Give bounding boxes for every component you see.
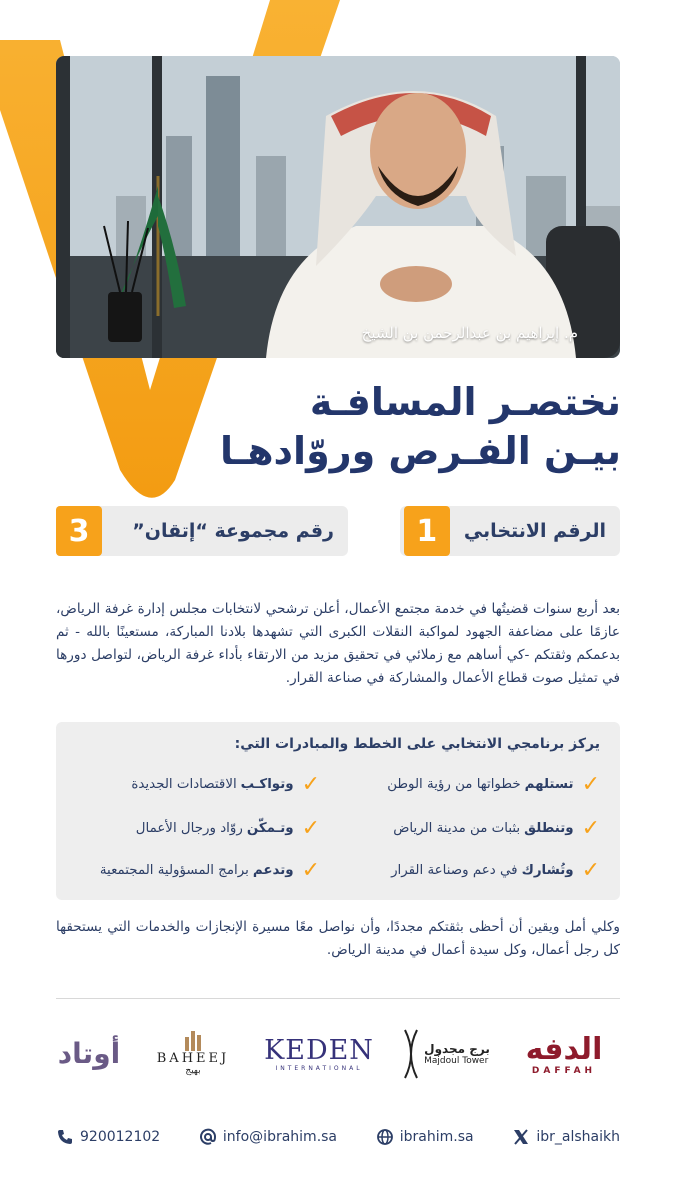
group-number-label: رقم مجموعة “إتقان” [132, 520, 334, 542]
headline [201, 378, 621, 476]
group-number-badge [56, 506, 348, 556]
globe-icon [376, 1128, 394, 1146]
website-text: ibrahim.sa [399, 1129, 474, 1145]
program-point-text: خطواتها من رؤية الوطن [387, 777, 521, 792]
baheej-logo-ar: بهيج [185, 1065, 201, 1076]
email-contact[interactable] [199, 1128, 337, 1146]
baheej-logo-en: BAHEEJ [156, 1050, 230, 1066]
daffah-logo [508, 1030, 620, 1080]
intro-paragraph: بعد أربع سنوات قضيتُها في خدمة مجتمع الأعمال، أعلن ترشحي لانتخابات مجلس إدارة غرفة الرياض، عازمًا على مضاعفة الجهود لمواكبة النقلات الكبرى التي تشهدها بلادنا المباركة، مستعينًا بالله - ثم بدعمكم وثقتكم -كي أساهم مع زملائي في تحقيق مزيد من الارتقاء بأداء غرفة الرياض، لتواصل دورها في تمثيل صوت قطاع الأعمال والمشاركة في صناعة القرار. [56, 601, 620, 686]
program-point-keyword: وتدعم [252, 863, 294, 878]
program-point-3 [393, 816, 600, 841]
program-point-1 [387, 772, 600, 797]
program-point-text: بثبات من مدينة الرياض [393, 821, 521, 836]
headline-line-2: بيـن الفـرص وروّادهـا [219, 429, 621, 473]
program-point-text: برامج المسؤولية المجتمعية [99, 863, 249, 878]
baheej-logo [148, 1024, 238, 1080]
candidate-number-value: 1 [404, 506, 450, 556]
program-point-2 [131, 772, 320, 797]
candidate-number-badge [400, 506, 620, 556]
program-point-keyword: وتنطلق [524, 821, 574, 836]
phone-contact[interactable] [56, 1128, 160, 1146]
check-icon: ✓ [581, 858, 600, 883]
baheej-building-icon [182, 1029, 204, 1051]
keden-logo [264, 1034, 374, 1074]
closing-paragraph: وكلي أمل ويقين أن أحظى بثقتكم مجددًا، وأن نواصل معًا مسيرة الإنجازات والخدمات التي يستحقها كل رجل أعمال، وكل سيدة أعمال في مدينة الرياض. [56, 919, 620, 958]
program-point-keyword: تستلهم [524, 777, 574, 792]
majdoul-tower-logo [398, 1024, 494, 1084]
at-sign-icon [199, 1128, 217, 1146]
daffah-logo-ar: الدفه [525, 1032, 603, 1067]
program-point-4 [136, 816, 320, 841]
phone-icon [56, 1128, 74, 1146]
x-contact[interactable] [512, 1128, 620, 1146]
program-panel [56, 722, 620, 900]
x-logo-icon [512, 1128, 530, 1146]
daffah-logo-en: DAFFAH [531, 1066, 597, 1076]
photo-caption: م. إبراهيم بن عبدالرحمن بن الشيخ [361, 324, 578, 342]
keden-logo-name: KEDEN [264, 1034, 374, 1066]
check-icon: ✓ [581, 772, 600, 797]
website-contact[interactable] [376, 1128, 474, 1146]
phone-text: 920012102 [80, 1129, 161, 1145]
divider [56, 998, 620, 999]
program-point-text: الاقتصادات الجديدة [131, 777, 237, 792]
keden-logo-sub: INTERNATIONAL [275, 1064, 363, 1072]
program-point-keyword: وتـمكّن [246, 821, 294, 836]
majdoul-tower-icon [402, 1028, 420, 1080]
awtad-logo [54, 1024, 124, 1082]
candidate-number-label: الرقم الانتخابي [463, 520, 606, 542]
program-point-6 [100, 858, 320, 883]
check-icon: ✓ [581, 816, 600, 841]
check-icon: ✓ [301, 858, 320, 883]
program-point-keyword: وتواكـب [240, 777, 294, 792]
check-icon: ✓ [301, 772, 320, 797]
email-text: info@ibrahim.sa [222, 1129, 338, 1145]
program-point-5 [391, 858, 600, 883]
candidate-photo [56, 56, 620, 358]
x-handle-text: ibr_alshaikh [536, 1129, 620, 1145]
program-point-keyword: وتُشارك [521, 863, 574, 878]
majdoul-logo-en: Majdoul Tower [424, 1056, 489, 1066]
program-point-text: في دعم وصناعة القرار [391, 863, 518, 878]
program-point-text: روّاد ورجال الأعمال [135, 821, 243, 836]
headline-line-1: نختصـر المسافـة [309, 380, 621, 424]
program-intro: يركز برنامجي الانتخابي على الخطط والمبادرات التي: [234, 736, 600, 752]
contact-bar [56, 1126, 620, 1148]
check-icon: ✓ [301, 816, 320, 841]
group-number-value: 3 [56, 506, 102, 556]
awtad-logo-ar: أوتاد [57, 1036, 121, 1070]
majdoul-logo-ar: برج مجدول [424, 1042, 490, 1056]
